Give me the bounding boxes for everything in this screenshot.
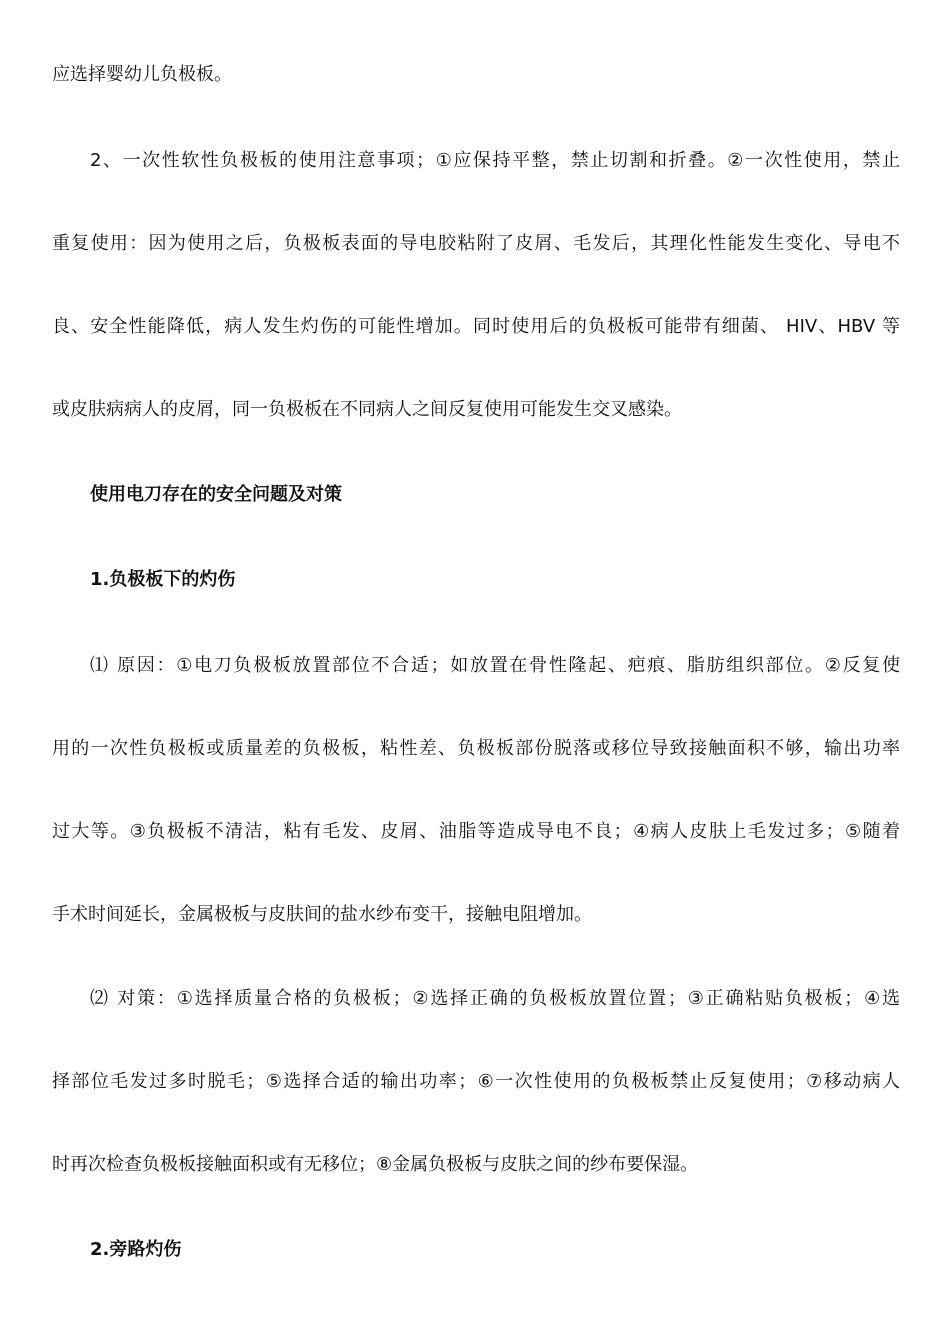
paragraph-line: 或皮肤病病人的皮屑，同一负极板在不同病人之间反复使用可能发生交叉感染。 xyxy=(52,399,682,420)
paragraph-line: 用的一次性负极板或质量差的负极板，粘性差、负极板部份脱落或移位导致接触面积不够，输出功率 xyxy=(52,738,900,759)
paragraph-line: 良、安全性能降低，病人发生灼伤的可能性增加。同时使用后的负极板可能带有细菌、 HIV、HBV 等 xyxy=(52,316,900,337)
paragraph-line: 择部位毛发过多时脱毛；⑤选择合适的输出功率；⑥一次性使用的负极板禁止反复使用；⑦移动病人 xyxy=(52,1071,900,1092)
subsection-heading: 2.旁路灼伤 xyxy=(90,1239,182,1260)
paragraph-line: 2、一次性软性负极板的使用注意事项；①应保持平整，禁止切割和折叠。②一次性使用，禁止 xyxy=(90,150,900,171)
paragraph-line: ⑴ 原因：①电刀负极板放置部位不合适；如放置在骨性隆起、疤痕、脂肪组织部位。②反复使 xyxy=(90,655,900,676)
paragraph-line: 手术时间延长，金属极板与皮肤间的盐水纱布变干，接触电阻增加。 xyxy=(52,904,592,925)
paragraph-line: ⑵ 对策：①选择质量合格的负极板；②选择正确的负极板放置位置；③正确粘贴负极板；④选 xyxy=(90,988,900,1009)
paragraph-line: 过大等。③负极板不清洁，粘有毛发、皮屑、油脂等造成导电不良；④病人皮肤上毛发过多；⑤随着 xyxy=(52,821,900,842)
paragraph-line: 时再次检查负极板接触面积或有无移位；⑧金属负极板与皮肤之间的纱布要保湿。 xyxy=(52,1154,699,1175)
paragraph-line: 应选择婴幼儿负极板。 xyxy=(52,64,232,85)
section-heading: 使用电刀存在的安全问题及对策 xyxy=(90,484,342,505)
subsection-heading: 1.负极板下的灼伤 xyxy=(90,569,236,590)
paragraph-line: 重复使用：因为使用之后，负极板表面的导电胶粘附了皮屑、毛发后，其理化性能发生变化、导电不 xyxy=(52,233,900,254)
